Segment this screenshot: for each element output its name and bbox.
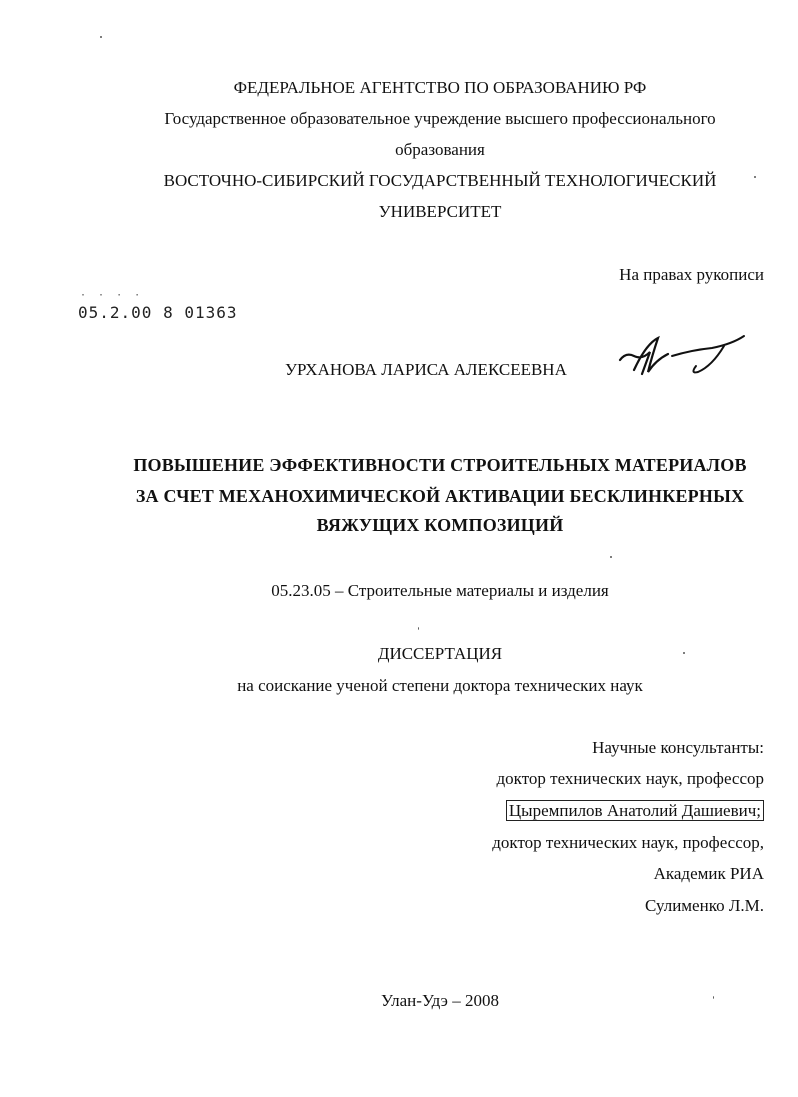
title-line-3: ВЯЖУЩИХ КОМПОЗИЦИЙ bbox=[316, 515, 564, 535]
scan-speck bbox=[610, 556, 612, 558]
consultant-1-name-box bbox=[506, 800, 764, 822]
institution-line-2: образования bbox=[395, 140, 485, 159]
consultant-2-name: Сулименко Л.М. bbox=[645, 896, 764, 915]
consultant-2-title: Академик РИА bbox=[653, 864, 764, 883]
consultant-2-degree: доктор технических наук, профессор, bbox=[492, 833, 764, 852]
specialty-code: 05.23.05 – Строительные материалы и изделия bbox=[271, 581, 609, 600]
university-line-1: ВОСТОЧНО-СИБИРСКИЙ ГОСУДАРСТВЕННЫЙ ТЕХНОЛОГИЧЕСКИЙ bbox=[163, 171, 717, 190]
scan-speck bbox=[683, 652, 685, 654]
handwritten-signature bbox=[612, 330, 752, 380]
dissertation-label: ДИССЕРТАЦИЯ bbox=[377, 644, 503, 663]
consultant-1-name: Цыремпилов Анатолий Дашиевич; bbox=[506, 800, 764, 821]
author-name: УРХАНОВА ЛАРИСА АЛЕКСЕЕВНА bbox=[285, 360, 567, 379]
scan-speck bbox=[100, 36, 102, 38]
institution-line-1: Государственное образовательное учреждение высшего профессионального bbox=[164, 109, 716, 128]
consultant-1-degree: доктор технических наук, профессор bbox=[496, 769, 764, 788]
consultants-heading: Научные консультанты: bbox=[592, 738, 764, 757]
title-line-1: ПОВЫШЕНИЕ ЭФФЕКТИВНОСТИ СТРОИТЕЛЬНЫХ МАТЕРИАЛОВ bbox=[133, 455, 747, 475]
dissertation-purpose: на соискание ученой степени доктора технических наук bbox=[237, 676, 643, 695]
title-line-2: ЗА СЧЕТ МЕХАНОХИМИЧЕСКОЙ АКТИВАЦИИ БЕСКЛИНКЕРНЫХ bbox=[135, 486, 745, 506]
manuscript-note: На правах рукописи bbox=[619, 265, 764, 284]
university-line-2: УНИВЕРСИТЕТ bbox=[378, 202, 502, 221]
city-year: Улан-Удэ – 2008 bbox=[381, 991, 499, 1010]
agency-name: ФЕДЕРАЛЬНОЕ АГЕНТСТВО ПО ОБРАЗОВАНИЮ РФ bbox=[233, 78, 647, 97]
library-stamp-code: 05.2.00 8 01363 bbox=[78, 303, 238, 322]
scan-speck bbox=[418, 627, 419, 630]
scan-speck bbox=[754, 176, 756, 178]
stamp-dots: · · · · bbox=[80, 290, 144, 301]
scan-speck bbox=[713, 996, 714, 999]
